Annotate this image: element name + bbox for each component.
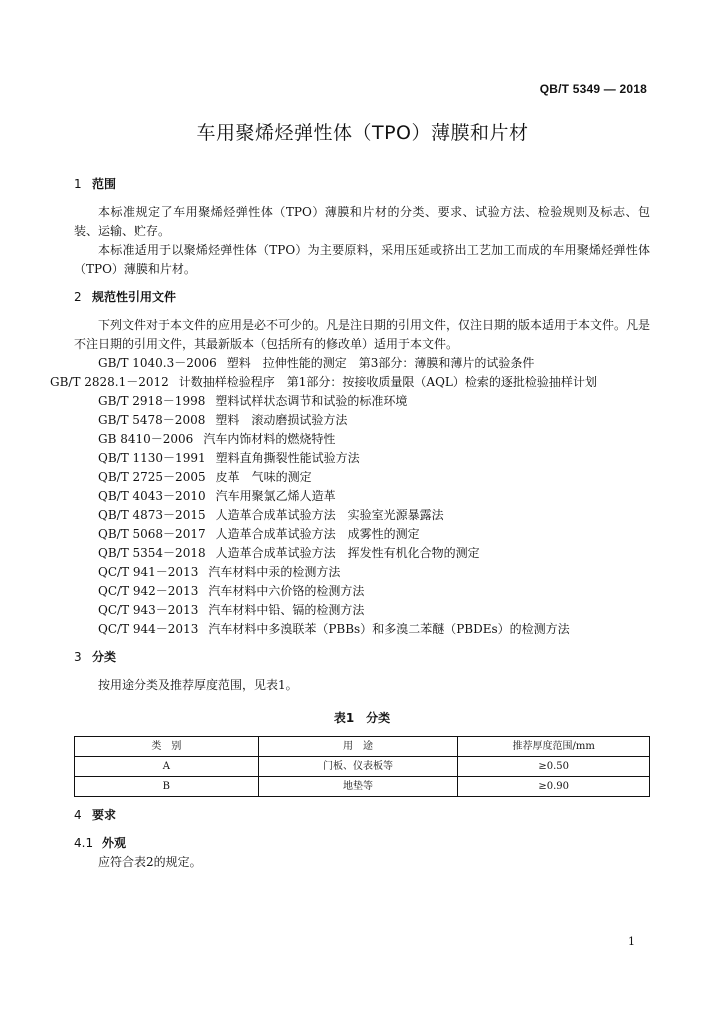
section-number: 1	[74, 177, 82, 191]
reference-item	[74, 525, 650, 544]
subsection-title: 外观	[102, 836, 127, 850]
section-heading-requirements	[74, 806, 650, 825]
reference-code: QC/T 941－2013	[98, 565, 199, 579]
table-caption: 表1 分类	[333, 711, 391, 725]
reference-item	[74, 449, 650, 468]
section-number: 4	[74, 808, 82, 822]
reference-title: 汽车材料中六价铬的检测方法	[208, 584, 365, 598]
reference-item	[74, 582, 650, 601]
reference-code: QB/T 1130－1991	[98, 451, 206, 465]
reference-title: 人造革合成革试验方法 挥发性有机化合物的测定	[215, 546, 480, 560]
reference-code: GB/T 2918－1998	[98, 394, 206, 408]
reference-code: QC/T 944－2013	[98, 622, 199, 636]
reference-code: GB/T 2828.1－2012	[50, 375, 169, 389]
table-row	[75, 757, 650, 777]
reference-code: QB/T 4043－2010	[98, 489, 206, 503]
section-title: 分类	[92, 650, 117, 664]
reference-item	[74, 487, 650, 506]
table-cell: A	[75, 757, 259, 777]
reference-title: 计数抽样检验程序 第1部分：按接收质量限（AQL）检索的逐批检验抽样计划	[178, 375, 597, 389]
reference-code: QB/T 2725－2005	[98, 470, 206, 484]
table-header-cell: 用 途	[258, 737, 458, 757]
reference-code: QB/T 4873－2015	[98, 508, 206, 522]
document-body	[50, 175, 651, 872]
scope-paragraph-2: 本标准适用于以聚烯烃弹性体（TPO）为主要原料，采用压延或挤出工艺加工而成的车用聚烯烃弹性体（TPO）薄膜和片材。	[74, 243, 650, 276]
scope-paragraph-1: 本标准规定了车用聚烯烃弹性体（TPO）薄膜和片材的分类、要求、试验方法、检验规则及标志、包装、运输、贮存。	[74, 205, 650, 238]
reference-item	[74, 392, 650, 411]
reference-item	[74, 544, 650, 563]
section-heading-scope	[74, 175, 650, 194]
reference-title: 人造革合成革试验方法 实验室光源暴露法	[215, 508, 444, 522]
reference-title: 塑料 拉伸性能的测定 第3部分：薄膜和薄片的试验条件	[226, 356, 535, 370]
document-title: 车用聚烯烃弹性体（TPO）薄膜和片材	[196, 122, 529, 144]
reference-item	[74, 411, 650, 430]
table-header-row	[75, 737, 650, 757]
reference-code: QB/T 5354－2018	[98, 546, 206, 560]
reference-title: 汽车材料中铅、镉的检测方法	[208, 603, 365, 617]
page-number: 1	[628, 935, 635, 948]
section-title: 范围	[92, 177, 117, 191]
table-cell: 地垫等	[258, 777, 458, 797]
table-header-cell: 类 别	[75, 737, 259, 757]
table-cell: 门板、仪表板等	[258, 757, 458, 777]
subsection-heading-appearance	[74, 834, 650, 853]
table-header-cell: 推荐厚度范围/mm	[458, 737, 650, 757]
standard-code: QB/T 5349 — 2018	[539, 82, 647, 96]
section-number: 3	[74, 650, 82, 664]
reference-code: QB/T 5068－2017	[98, 527, 206, 541]
reference-title: 汽车用聚氯乙烯人造革	[215, 489, 336, 503]
reference-item	[74, 430, 650, 449]
section-heading-refs	[74, 288, 650, 307]
reference-code: QC/T 942－2013	[98, 584, 199, 598]
reference-code: GB/T 5478－2008	[98, 413, 206, 427]
reference-item	[50, 373, 650, 392]
refs-intro: 下列文件对于本文件的应用是必不可少的。凡是注日期的引用文件，仅注日期的版本适用于本文件。凡是不注日期的引用文件，其最新版本（包括所有的修改单）适用于本文件。	[74, 318, 651, 351]
reference-title: 塑料试样状态调节和试验的标准环境	[215, 394, 408, 408]
reference-item	[74, 468, 650, 487]
classification-paragraph: 按用途分类及推荐厚度范围，见表1。	[98, 678, 298, 692]
section-number: 2	[74, 290, 82, 304]
table-row	[75, 777, 650, 797]
reference-item	[74, 354, 650, 373]
reference-item	[74, 563, 650, 582]
section-title: 规范性引用文件	[92, 290, 177, 304]
reference-title: 汽车材料中多溴联苯（PBBs）和多溴二苯醚（PBDEs）的检测方法	[208, 622, 570, 636]
reference-title: 汽车材料中汞的检测方法	[208, 565, 341, 579]
reference-item	[74, 601, 650, 620]
section-heading-classification	[74, 648, 650, 667]
reference-code: GB/T 1040.3－2006	[98, 356, 217, 370]
reference-code: GB 8410－2006	[98, 432, 194, 446]
reference-item	[74, 620, 650, 639]
reference-title: 汽车内饰材料的燃烧特性	[203, 432, 336, 446]
subsection-number: 4.1	[74, 836, 94, 850]
reference-title: 人造革合成革试验方法 成雾性的测定	[215, 527, 420, 541]
reference-item	[74, 506, 650, 525]
reference-code: QC/T 943－2013	[98, 603, 199, 617]
reference-list	[50, 354, 650, 639]
table-cell: ≥0.50	[458, 757, 650, 777]
reference-title: 皮革 气味的测定	[215, 470, 312, 484]
reference-title: 塑料 滚动磨损试验方法	[215, 413, 348, 427]
table-cell: ≥0.90	[458, 777, 650, 797]
reference-title: 塑料直角撕裂性能试验方法	[215, 451, 360, 465]
section-title: 要求	[92, 808, 117, 822]
table-cell: B	[75, 777, 259, 797]
appearance-paragraph: 应符合表2的规定。	[98, 855, 202, 869]
classification-table	[74, 736, 650, 797]
